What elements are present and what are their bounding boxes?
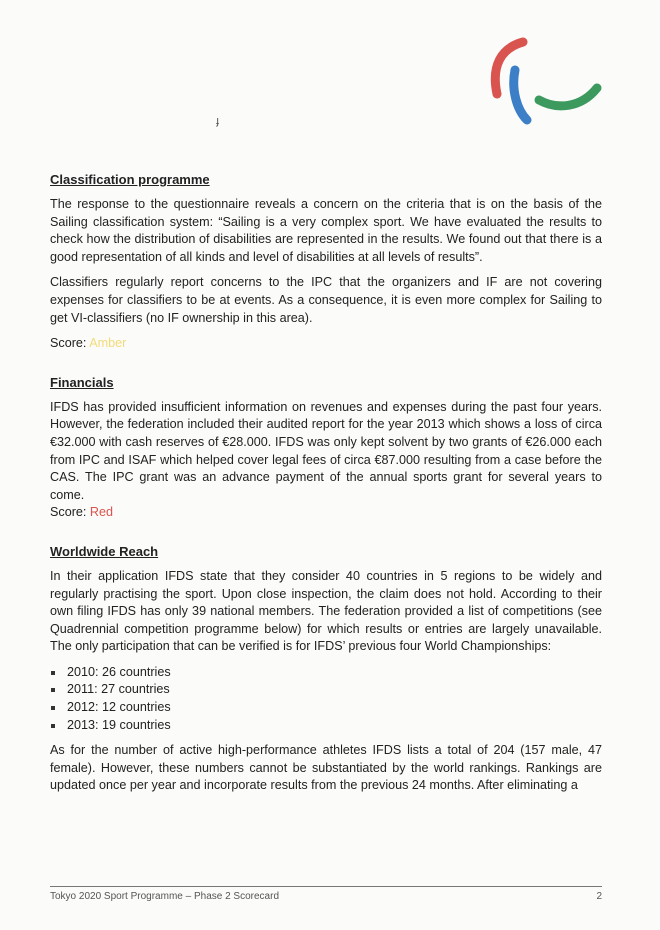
worldwide-heading: Worldwide Reach [50,543,159,559]
scan-mark: ɟ [216,115,220,127]
list-item: 2010: 26 countries [50,664,602,682]
financials-heading: Financials [50,374,114,390]
footer-title: Tokyo 2020 Sport Programme – Phase 2 Scorecard [50,891,280,902]
championships-list [50,664,602,734]
score-label: Score: [50,336,90,351]
financials-score [50,504,602,522]
document-body [50,172,602,817]
classification-score [50,335,602,353]
worldwide-paragraph-2: As for the number of active high-performance athletes IFDS lists a total of 204 (157 male, 47 female). However, these numbers cannot be substantiated by the world rankings. Rankings are updated once per year and incorporate results from the previous 24 months. After eliminating a [50,743,602,793]
classification-paragraph-2: Classifiers regularly report concerns to the IPC that the organizers and IF are not covering expenses for classifiers to be at events. As a consequence, it is even more complex for Sailing to get VI-classifiers (no IF ownership in this area). [50,275,602,325]
list-item: 2011: 27 countries [50,681,602,699]
classification-heading: Classification programme [50,172,210,187]
worldwide-section [50,544,602,795]
score-value-amber: Amber [89,336,127,351]
list-item: 2012: 12 countries [50,699,602,717]
classification-paragraph-1: The response to the questionnaire reveals a concern on the criteria that is on the basis of the Sailing classification system: “Sailing is a very complex sport. We have evaluated the results to check how the distribution of disabilities are represented in the results. We found out that there is a good representation of all kinds and level of disabilities at all levels of results”. [50,197,602,264]
financials-section [50,375,602,522]
page-footer [50,886,602,902]
page-number: 2 [596,891,602,902]
financials-paragraph: IFDS has provided insufficient information on revenues and expenses during the past four years. However, the federation included their audited report for the year 2013 which shows a loss of circa €32.000 with cash reserves of €28.000. IFDS was only kept solvent by two grants of €26.000 each from IPC and ISAF which helped cover legal fees of circa €87.000 resulting from a case before the CAS. The IPC grant was an advance payment of the annual sports grant for several years to come. [50,399,602,502]
agitos-logo-icon [485,36,605,128]
list-item: 2013: 19 countries [50,717,602,735]
classification-section [50,172,602,353]
score-label: Score: [50,505,90,520]
score-value-red: Red [89,505,114,520]
worldwide-paragraph-1: In their application IFDS state that they consider 40 countries in 5 regions to be widely and regularly practising the sport. Upon close inspection, the claim does not hold. According to their own filing IFDS has only 39 national members. The federation provided a list of competitions (see Quadrennial competition programme below) for which results or entries are largely unavailable. The only participation that can be verified is for IFDS’ previous four World Championships: [50,568,602,654]
